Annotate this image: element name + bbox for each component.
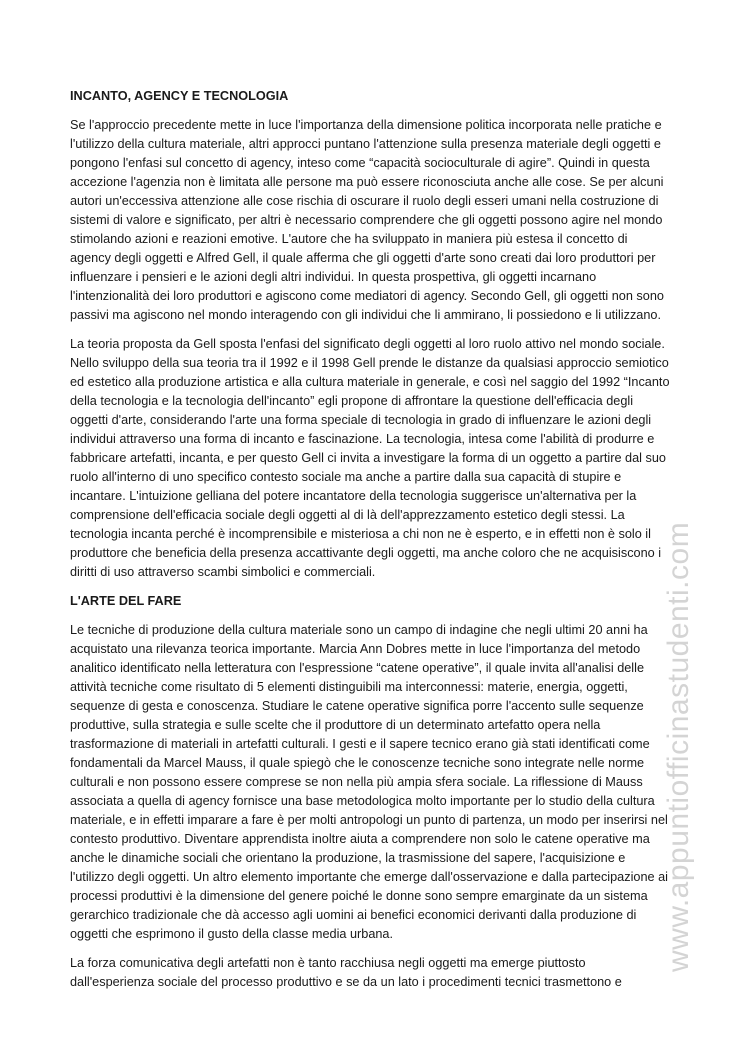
paragraph: Se l'approccio precedente mette in luce l'importanza della dimensione politica incorporata nelle pratiche e l'utilizzo della cultura materiale, altri approcci puntano l'attenzione sulla presenza materiale degli oggetti e pongono l'enfasi sul concetto di agency, inteso come “capacità socioculturale di agire”. Quindi in questa accezione l'agenzia non è limitata alle persone ma può essere riconosciuta anche alle cose. Se per alcuni autori un'eccessiva attenzione alle cose rischia di oscurare il ruolo degli esseri umani nella costruzione di sistemi di valore e significato, per altri è necessario comprendere che gli oggetti possono agire nel mondo stimolando azioni e reazioni emotive. L'autore che ha sviluppato in maniera più estesa il concetto di agency degli oggetti e Alfred Gell, il quale afferma che gli oggetti d'arte sono creati dai loro produttori per influenzare i pensieri e le azioni degli altri individui. In questa prospettiva, gli oggetti incarnano l'intenzionalità dei loro produttori e agiscono come mediatori di agency. Secondo Gell, gli oggetti non sono passivi ma agiscono nel mondo interagendo con gli individui che li ammirano, li possiedono e li utilizzano. xyxy=(70,118,664,322)
paragraph: Le tecniche di produzione della cultura materiale sono un campo di indagine che negli ultimi 20 anni ha acquistato una rilevanza teorica importante. Marcia Ann Dobres mette in luce l'importanza del metodo analitico identificato nella letteratura con l'espressione “catene operative”, il quale invita all'analisi delle attività tecniche come risultato di 5 elementi distinguibili ma interconnessi: materie, energia, oggetti, sequenze di gesta e conoscenza. Studiare le catene operative significa porre l'accento sulle sequenze produttive, sulla strategia e sulle scelte che il produttore di un determinato artefatto opera nella trasformazione di materiali in artefatti culturali. I gesti e il sapere tecnico erano già stati identificati come fondamentali da Marcel Mauss, il quale spiegò che le conoscenze tecniche sono integrate nelle norme culturali e non possono essere comprese se non nella più ampia sfera sociale. La riflessione di Mauss associata a quella di agency fornisce una base metodologica molto importante per lo studio della cultura materiale, e in effetti imparare a fare è per molti antropologi un punto di partenza, un modo per inserirsi nel contesto produttivo. Diventare apprendista inoltre aiuta a comprendere non solo le catene operative ma anche le dinamiche sociali che orientano la produzione, la trasmissione del sapere, l'acquisizione e l'utilizzo degli oggetti. Un altro elemento importante che emerge dall'osservazione e dalla partecipazione ai processi produttivi è la dimensione del genere poiché le donne sono sempre emarginate da un sistema gerarchico tradizionale che dà accesso agli uomini ai benefici economici derivanti dalla produzione di oggetti che esprimono il gusto della classe media urbana. xyxy=(70,623,668,941)
section-heading-arte-del-fare: L'ARTE DEL FARE xyxy=(70,594,182,608)
watermark-url: www.appuntiofficinastudenti.com xyxy=(662,521,695,972)
section-heading-incanto: INCANTO, AGENCY E TECNOLOGIA xyxy=(70,89,289,103)
paragraph: La teoria proposta da Gell sposta l'enfasi del significato degli oggetti al loro ruolo attivo nel mondo sociale. Nello sviluppo della sua teoria tra il 1992 e il 1998 Gell prende le distanze da qualsiasi approccio semiotico ed estetico alla produzione artistica e alla cultura materiale in generale, e così nel saggio del 1992 “Incanto della tecnologia e la tecnologia dell'incanto” egli propone di affrontare la questione dell'efficacia degli oggetti d'arte, considerando l'arte una forma speciale di tecnologia in grado di influenzare le azioni degli individui attraverso una forma di incanto e fascinazione. La tecnologia, intesa come l'abilità di produrre e fabbricare artefatti, incanta, e per questo Gell ci invita a investigare la forma di un oggetto a partire dal suo ruolo all'interno di uno specifico contesto sociale ma anche a partire dalla sua capacità di stupire e incantare. L'intuizione gelliana del potere incantatore della tecnologia suggerisce un'alternativa per la comprensione dell'efficacia sociale degli oggetti al di là dell'apprezzamento estetico degli stessi. La tecnologia incanta perché è incomprensibile e misteriosa a chi non ne è esperto, e in effetti non è solo il produttore che beneficia della presenza accattivante degli oggetti, ma anche coloro che ne acquisiscono i diritti di uso attraverso scambi simbolici e commerciali. xyxy=(70,337,670,579)
document-page xyxy=(70,87,670,1002)
paragraph: La forza comunicativa degli artefatti non è tanto racchiusa negli oggetti ma emerge piuttosto dall'esperienza sociale del processo produttivo e se da un lato i procedimenti tecnici trasmettono e xyxy=(70,956,622,989)
